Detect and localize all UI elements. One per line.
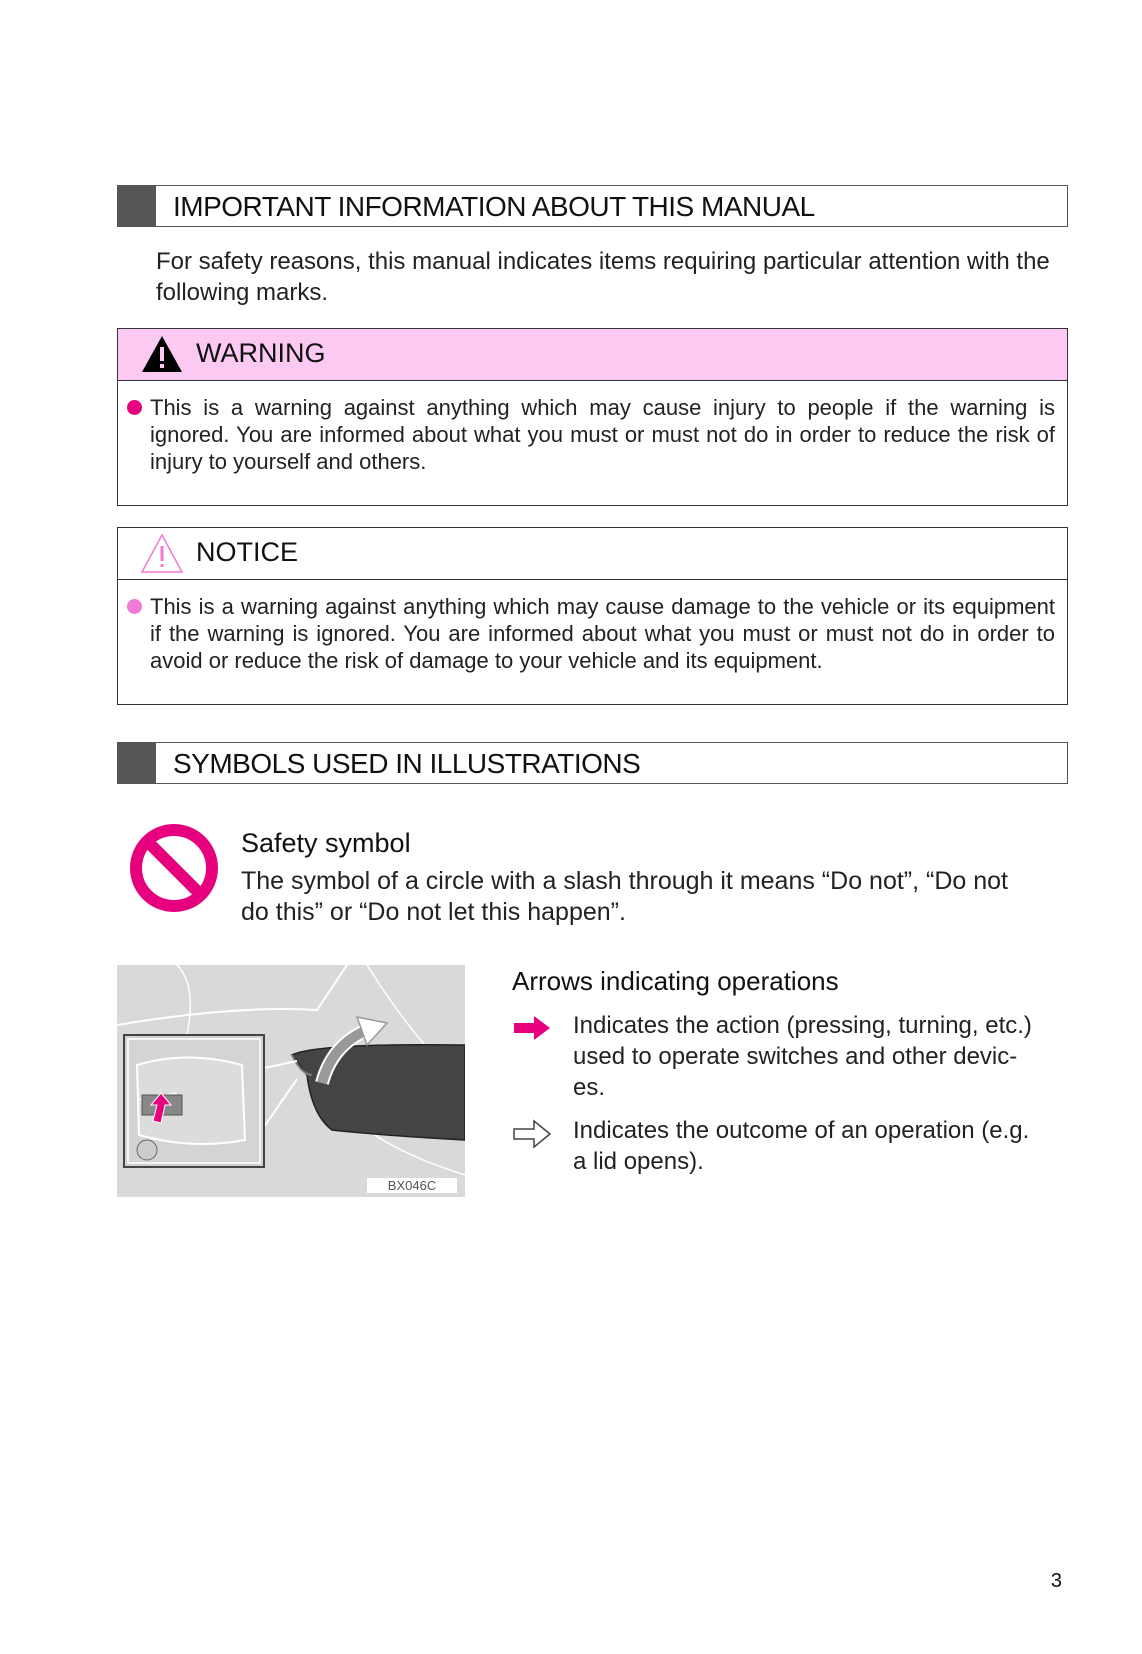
arrow-action-text: Indicates the action (pressing, turning, etc.) used to operate switches and other devic-es. [573,1012,1032,1101]
prohibition-icon [128,822,220,919]
arrow-outcome-row [512,1115,1032,1181]
illustration-code: BX046C [367,1178,457,1193]
warning-triangle-icon [140,334,184,379]
warning-label: WARNING [196,338,326,368]
console-illustration [117,965,465,1197]
filled-arrow-icon [512,1014,552,1047]
safety-symbol-text: The symbol of a circle with a slash through it means “Do not”, “Do not do this” or “Do not let this happen”. [241,867,1008,926]
section-header-block [117,742,156,784]
section-title: SYMBOLS USED IN ILLUSTRATIONS [173,748,641,779]
notice-triangle-icon [140,533,184,580]
intro-paragraph: For safety reasons, this manual indicates items requiring particular attention with the following marks. [156,248,1050,306]
arrows-title: Arrows indicating operations [512,966,839,996]
notice-text: This is a warning against anything which may cause damage to the vehicle or its equipment if the warning is ignored. You are informed about what you must or must not do in order to avoid or reduce the risk of damage to your vehicle and its equipment. [150,594,1055,673]
warning-box [117,328,1068,506]
outline-arrow-icon [512,1119,552,1154]
warning-bullet [127,400,142,415]
notice-header [118,528,1067,580]
warning-text: This is a warning against anything which may cause injury to people if the warning is ignored. You are informed about what you must or must not do in order to reduce the risk of injury to yourself and others. [150,395,1055,474]
section-header-important-info [117,185,1068,227]
notice-box [117,527,1068,705]
section-title: IMPORTANT INFORMATION ABOUT THIS MANUAL [173,191,815,222]
section-header-block [117,185,156,227]
safety-symbol-title: Safety symbol [241,828,411,858]
arrow-outcome-text: Indicates the outcome of an operation (e.g. a lid opens). [573,1117,1030,1175]
notice-bullet [127,599,142,614]
section-header-symbols [117,742,1068,784]
page-number: 3 [1050,1570,1062,1592]
warning-body [118,381,1067,475]
warning-header [118,329,1067,381]
arrow-action-row [512,1010,1032,1106]
notice-body [118,580,1067,674]
notice-label: NOTICE [196,537,299,567]
